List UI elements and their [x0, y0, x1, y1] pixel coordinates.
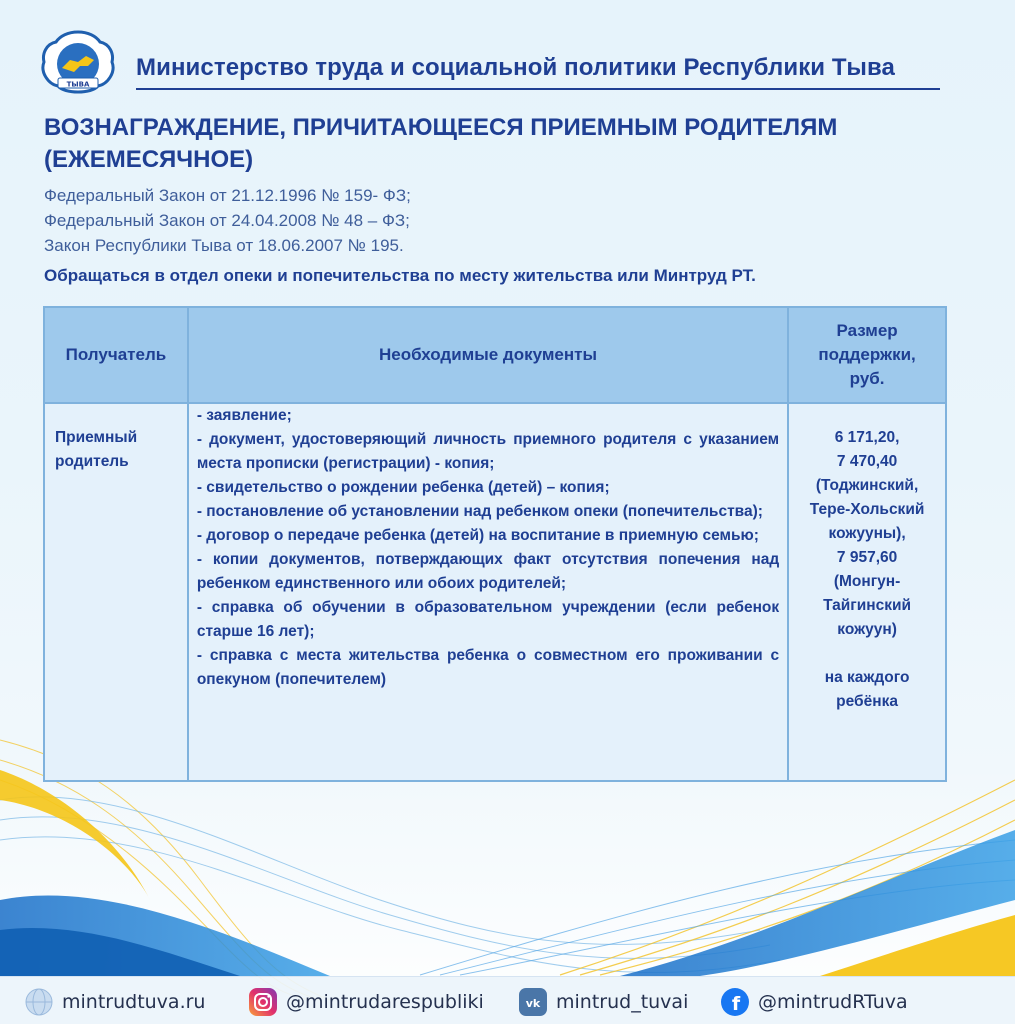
document-item: - свидетельство о рождении ребенка (детей) – копия;	[196, 479, 610, 496]
svg-text:f: f	[731, 993, 741, 1015]
title-line-1: ВОЗНАГРАЖДЕНИЕ, ПРИЧИТАЮЩЕЕСЯ ПРИЕМНЫМ РОДИТЕЛЯМ	[44, 114, 838, 141]
header-amount-line: руб.	[849, 369, 885, 388]
legal-basis-list	[44, 183, 411, 258]
amount-cell	[788, 403, 946, 781]
amount-note: кожууны),	[828, 525, 906, 542]
tuva-emblem-icon	[40, 30, 116, 98]
amount-value: 7 957,60	[836, 549, 898, 566]
header-amount-line: Размер	[836, 321, 898, 340]
document-item: - постановление об установлении над ребенком опеки (попечительства);	[196, 503, 763, 520]
law-item: Федеральный Закон от 21.12.1996 № 159- ФЗ;	[44, 186, 411, 205]
recipient-text: родитель	[55, 453, 129, 470]
facebook-icon	[720, 987, 750, 1017]
header-amount	[788, 307, 946, 403]
document-item: - договор о передаче ребенка (детей) на воспитание в приемную семью;	[196, 527, 759, 544]
amount-spacer	[793, 642, 941, 666]
svg-text:vk: vk	[525, 997, 541, 1010]
amount-note: кожуун)	[837, 621, 897, 638]
amount-note: Тере-Хольский	[809, 501, 925, 518]
support-table	[43, 306, 947, 782]
law-item: Федеральный Закон от 24.04.2008 № 48 – ФЗ;	[44, 211, 410, 230]
vk-text: mintrud_tuvai	[556, 991, 689, 1013]
vk-link[interactable]	[518, 987, 688, 1017]
amount-note: (Монгун-	[833, 573, 901, 590]
amount-per-child: ребёнка	[836, 693, 898, 710]
website-text: mintrudtuva.ru	[62, 991, 206, 1013]
header-divider	[136, 88, 940, 90]
social-footer	[0, 976, 1015, 1024]
title-line-2: (ЕЖЕМЕСЯЧНОЕ)	[44, 146, 254, 173]
document-item: - справка об обучении в образовательном учреждении (если ребенок старше 16 лет);	[196, 599, 780, 640]
header-amount-line: поддержки,	[818, 345, 916, 364]
document-item: - документ, удостоверяющий личность приемного родителя с указанием места прописки (регистрации) - копия;	[196, 431, 780, 472]
header-documents: Необходимые документы	[188, 307, 788, 403]
recipient-text: Приемный	[55, 429, 138, 446]
document-item: - заявление;	[196, 407, 292, 424]
ministry-title: Министерство труда и социальной политики Республики Тыва	[136, 54, 895, 81]
amount-per-child: на каждого	[824, 669, 910, 686]
law-item: Закон Республики Тыва от 18.06.2007 № 195.	[44, 236, 404, 255]
instagram-text: @mintrudarespubliki	[286, 991, 484, 1013]
header-recipient: Получатель	[44, 307, 188, 403]
emblem-label: ТЫВА	[66, 80, 90, 89]
amount-note: (Тоджинский,	[815, 477, 919, 494]
instagram-icon	[248, 987, 278, 1017]
vk-icon	[518, 987, 548, 1017]
page-header	[40, 30, 940, 92]
page-title	[44, 112, 944, 176]
instagram-link[interactable]	[248, 987, 484, 1017]
table-row	[44, 403, 946, 781]
documents-cell	[188, 403, 788, 781]
recipient-cell	[44, 403, 188, 781]
amount-value: 7 470,40	[836, 453, 898, 470]
table-header-row	[44, 307, 946, 403]
facebook-link[interactable]	[720, 987, 908, 1017]
document-item: - копии документов, потверждающих факт отсутствия попечения над ребенком единственного или обоих родителей;	[196, 551, 780, 592]
globe-icon	[24, 987, 54, 1017]
facebook-text: @mintrudRTuva	[758, 991, 908, 1013]
website-link[interactable]	[24, 987, 205, 1017]
document-item: - справка с места жительства ребенка о совместном его проживании с опекуном (попечителем)	[196, 647, 780, 688]
contact-note: Обращаться в отдел опеки и попечительства по месту жительства или Минтруд РТ.	[44, 266, 756, 285]
amount-note: Тайгинский	[823, 597, 912, 614]
amount-value: 6 171,20,	[834, 429, 900, 446]
